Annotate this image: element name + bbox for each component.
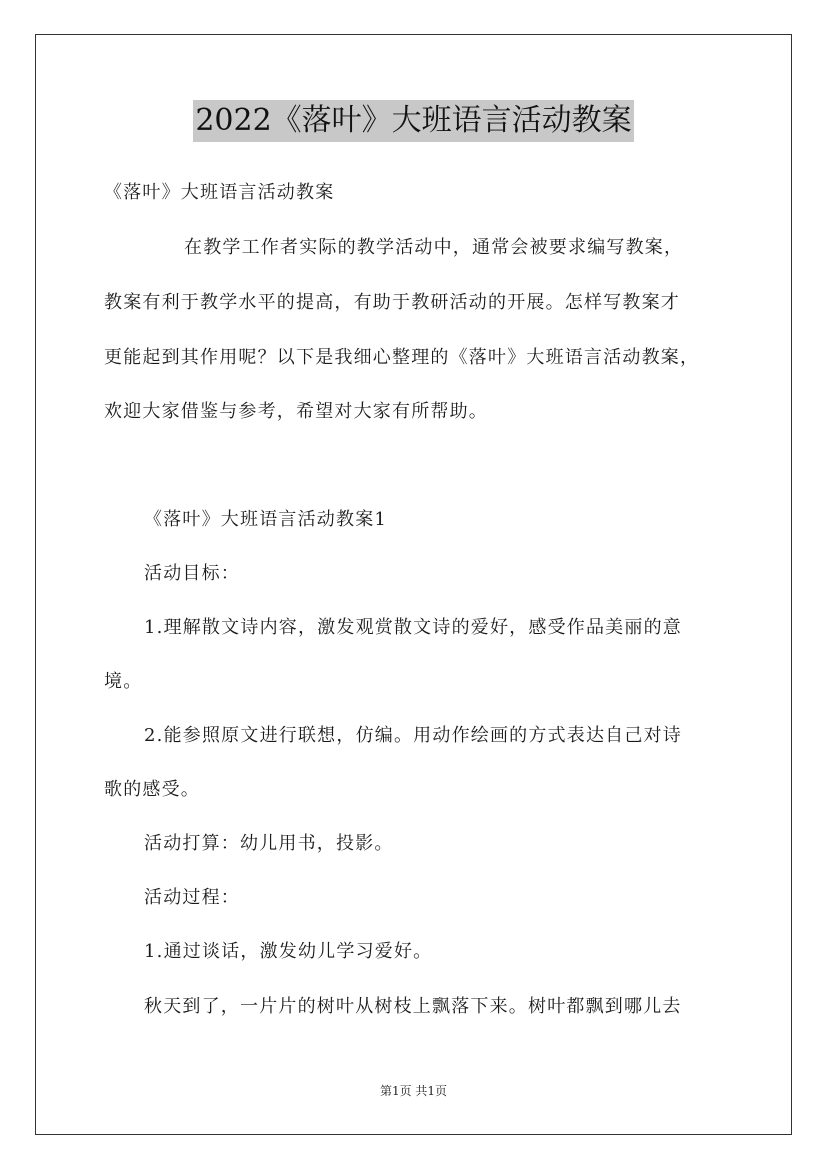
subtitle-line: 《落叶》大班语言活动教案 [104, 182, 335, 203]
paragraph-line: 歌的感受。 [104, 779, 200, 800]
paragraph-line: 活动过程： [144, 887, 240, 908]
paragraph-line: 活动目标： [144, 563, 240, 584]
paragraph-line: 在教学工作者实际的教学活动中，通常会被要求编写教案， [184, 237, 684, 258]
paragraph-line: 1.理解散文诗内容，激发观赏散文诗的爱好，感受作品美丽的意 [144, 617, 682, 638]
paragraph-line: 教案有利于教学水平的提高，有助于教研活动的开展。怎样写教案才 [104, 292, 680, 313]
paragraph-line: 境。 [104, 671, 143, 692]
paragraph-line: 1.通过谈话，激发幼儿学习爱好。 [144, 941, 433, 962]
page-footer: 第1页 共1页 [379, 1084, 448, 1098]
paragraph-line: 2.能参照原文进行联想，仿编。用动作绘画的方式表达自己对诗 [144, 725, 682, 746]
document-title: 2022《落叶》大班语言活动教案 [193, 100, 633, 142]
paragraph-line: 欢迎大家借鉴与参考，希望对大家有所帮助。 [104, 401, 488, 422]
paragraph-line: 更能起到其作用呢？以下是我细心整理的《落叶》大班语言活动教案， [104, 347, 700, 368]
section-heading: 《落叶》大班语言活动教案1 [144, 509, 388, 530]
paragraph-line: 秋天到了，一片片的树叶从树枝上飘落下来。树叶都飘到哪儿去 [144, 996, 682, 1017]
title-container [0, 100, 827, 142]
paragraph-line: 活动打算：幼儿用书，投影。 [144, 833, 394, 854]
